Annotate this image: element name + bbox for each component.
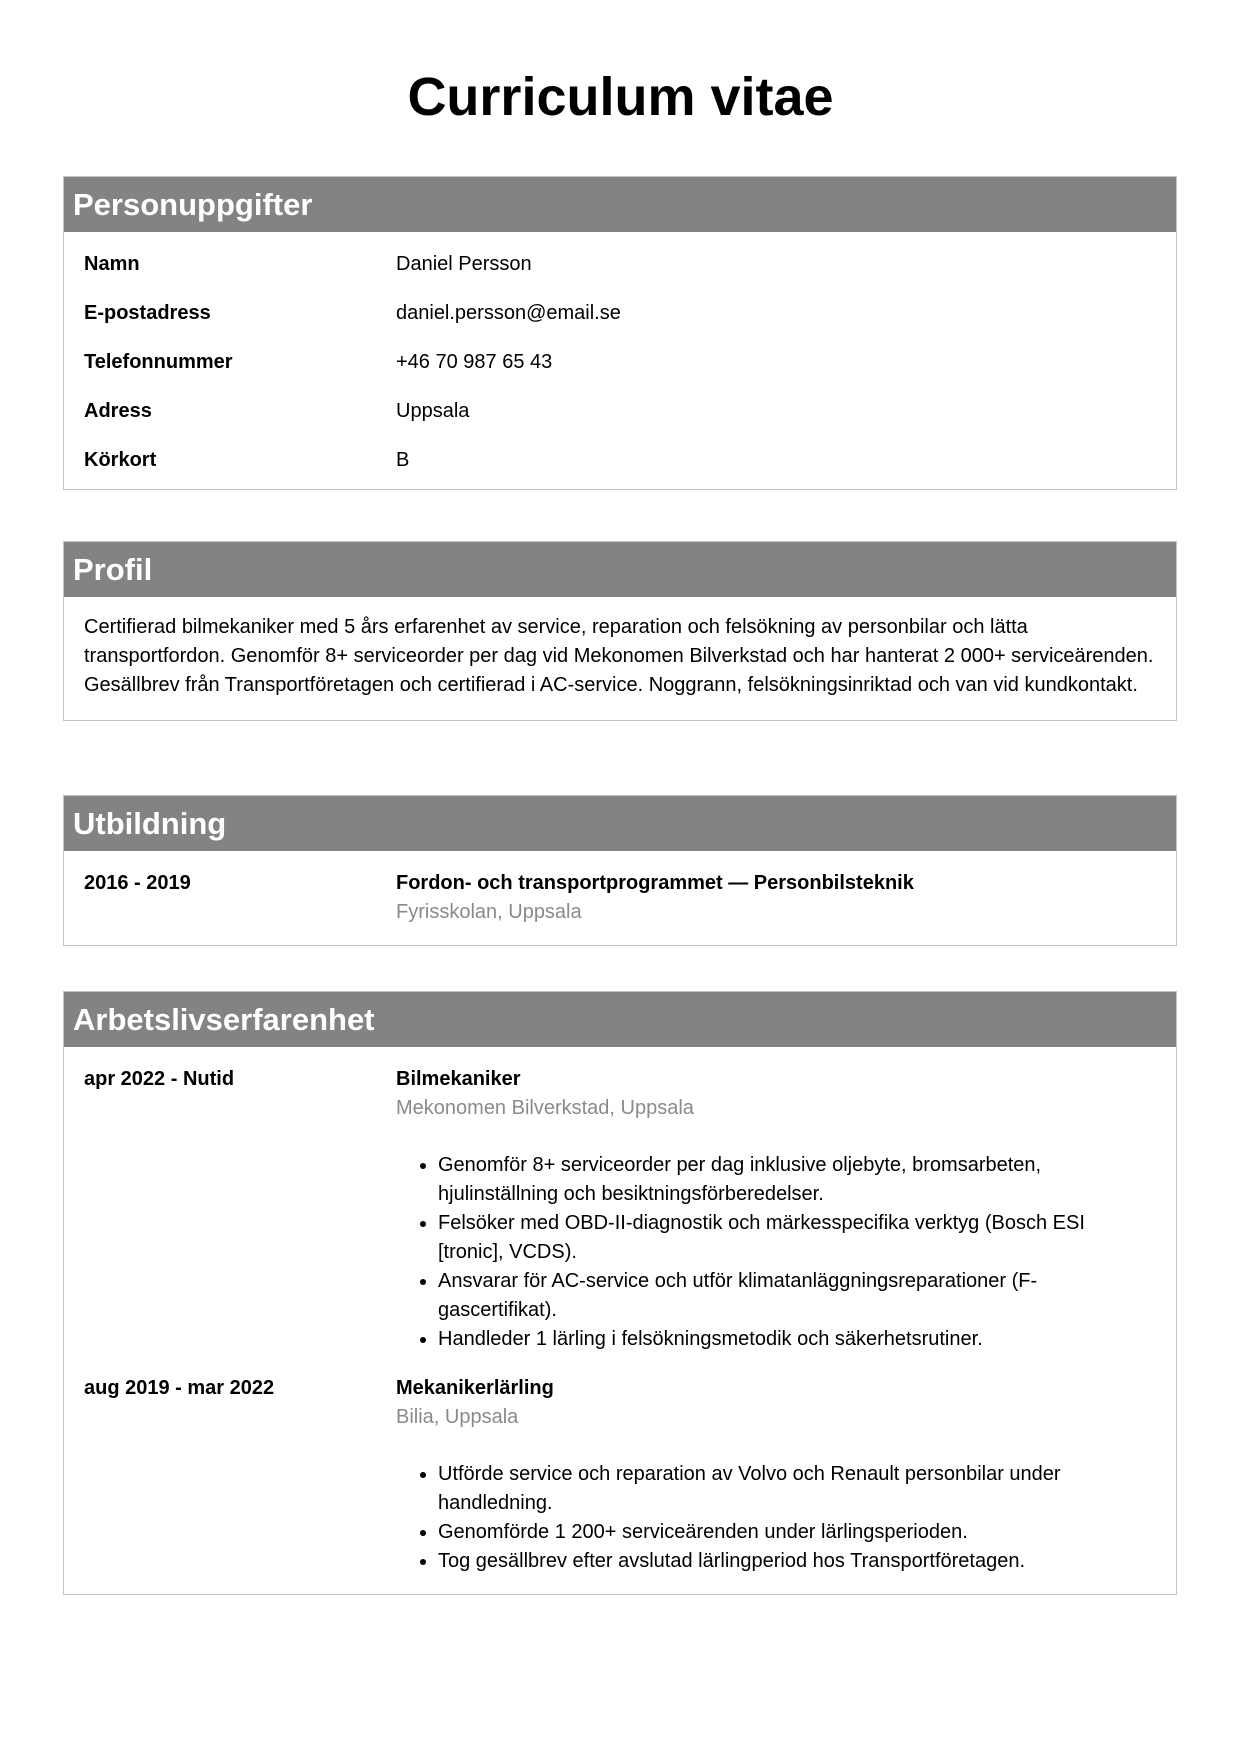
education-title: Fordon- och transportprogrammet — Personbilsteknik: [396, 872, 914, 894]
email-label: E-postadress: [84, 302, 211, 324]
personal-heading: Personuppgifter: [64, 177, 1176, 232]
personal-details: [64, 232, 1176, 489]
job-duties-list: [396, 1151, 1156, 1354]
phone-label: Telefonnummer: [84, 351, 233, 373]
license-label: Körkort: [84, 449, 157, 471]
name-label: Namn: [84, 253, 140, 275]
personal-row-phone: [84, 348, 1156, 377]
job-period: aug 2019 - mar 2022: [84, 1377, 275, 1399]
page-title: Curriculum vitae: [407, 67, 834, 127]
experience-section: [63, 991, 1177, 1595]
job-title: Mekanikerlärling: [396, 1377, 554, 1399]
job-employer: Mekonomen Bilverkstad, Uppsala: [396, 1097, 694, 1119]
education-place: Fyrisskolan, Uppsala: [396, 901, 582, 923]
list-item: • Utförde service och reparation av Volvo och Renault personbilar under handledning.: [438, 1460, 1156, 1518]
personal-row-address: [84, 397, 1156, 426]
profile-section: [63, 541, 1177, 721]
address-value: Uppsala: [396, 400, 470, 422]
job-employer: Bilia, Uppsala: [396, 1406, 519, 1428]
personal-row-license: [84, 446, 1156, 475]
list-item: • Felsöker med OBD-II-diagnostik och märkesspecifika verktyg (Bosch ESI [tronic], VCDS).: [438, 1209, 1156, 1267]
personal-row-name: [84, 250, 1156, 279]
education-period: 2016 - 2019: [84, 872, 191, 894]
education-heading: Utbildning: [64, 796, 1176, 851]
job-title: Bilmekaniker: [396, 1068, 521, 1090]
job-item: [84, 1374, 1156, 1576]
address-label: Adress: [84, 400, 152, 422]
list-item: • Genomför 8+ serviceorder per dag inklusive oljebyte, bromsarbeten, hjulinställning och besiktningsförberedelser.: [438, 1151, 1156, 1209]
education-body: [64, 851, 1176, 945]
job-duties-list: [396, 1460, 1156, 1576]
personal-section: [63, 176, 1177, 490]
email-value: daniel.persson@email.se: [396, 302, 621, 324]
personal-row-email: [84, 299, 1156, 328]
experience-body: [64, 1047, 1176, 1594]
list-item: • Tog gesällbrev efter avslutad lärlingperiod hos Transportföretagen.: [438, 1547, 1156, 1576]
profile-text: Certifierad bilmekaniker med 5 års erfarenhet av service, reparation och felsökning av personbilar och lätta transportfordon. Genomför 8+ serviceorder per dag vid Mekonomen Bilverkstad och har hanterat 2 000+ serviceärenden. Gesällbrev från Transportföretagen och certifierad i AC-service. Noggrann, felsökningsinriktad och van vid kundkontakt.: [84, 616, 1154, 696]
job-item: [84, 1065, 1156, 1354]
profile-body: [64, 597, 1176, 720]
license-value: B: [396, 449, 410, 471]
experience-heading: Arbetslivserfarenhet: [64, 992, 1176, 1047]
education-item: [84, 869, 1156, 927]
list-item: • Handleder 1 lärling i felsökningsmetodik och säkerhetsrutiner.: [438, 1325, 1156, 1354]
profile-heading: Profil: [64, 542, 1176, 597]
list-item: • Ansvarar för AC-service och utför klimatanläggningsreparationer (F-gascertifikat).: [438, 1267, 1156, 1325]
education-section: [63, 795, 1177, 946]
name-value: Daniel Persson: [396, 253, 532, 275]
job-period: apr 2022 - Nutid: [84, 1068, 235, 1090]
phone-value: +46 70 987 65 43: [396, 351, 553, 373]
list-item: • Genomförde 1 200+ serviceärenden under lärlingsperioden.: [438, 1518, 1156, 1547]
